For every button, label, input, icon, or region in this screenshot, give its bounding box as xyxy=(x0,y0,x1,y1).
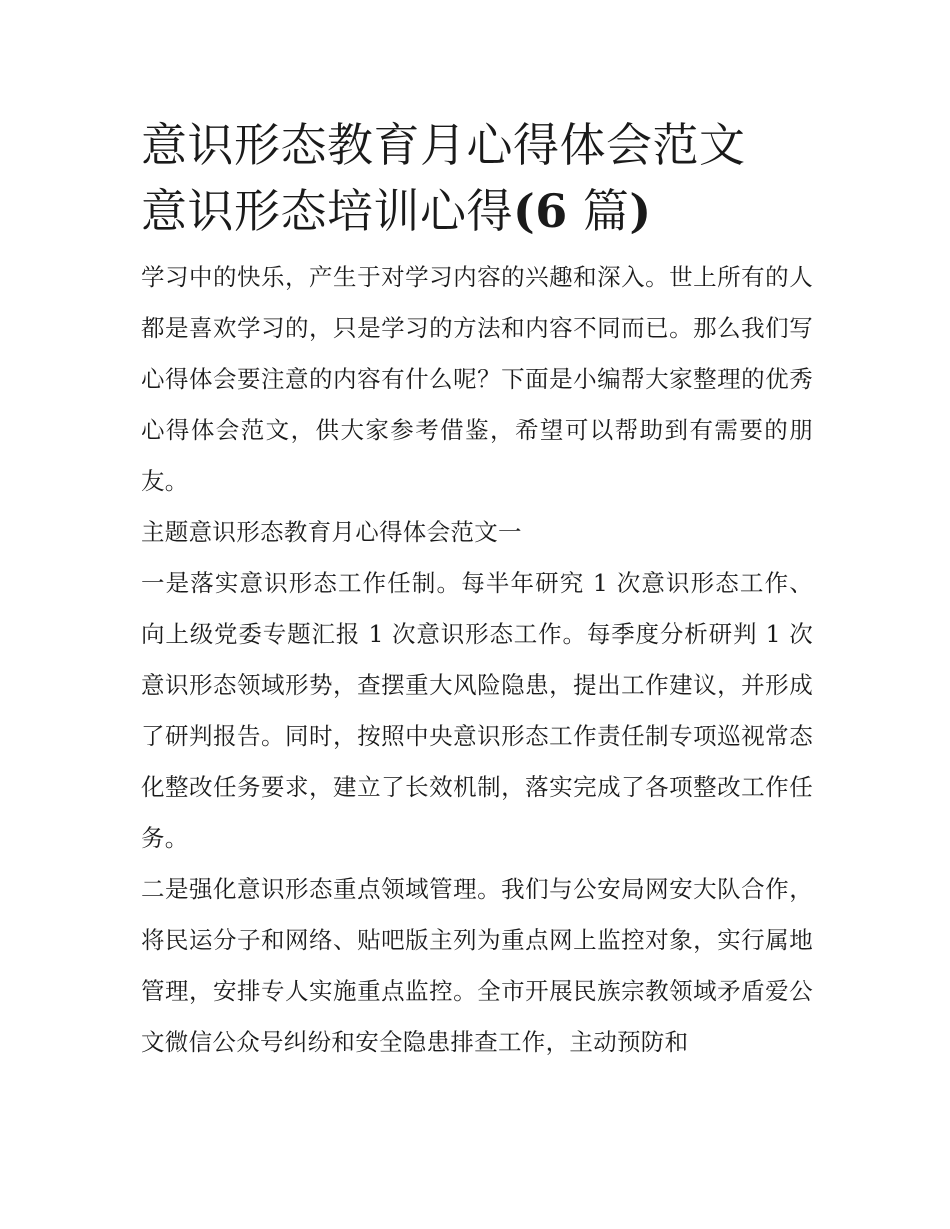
title-count-open: (6 xyxy=(513,184,568,238)
title-line-2 xyxy=(141,178,813,244)
section-heading: 主题意识形态教育月心得体会范文一 xyxy=(141,518,522,546)
document-body xyxy=(141,252,813,1068)
title-count-unit: 篇 xyxy=(567,184,630,238)
paragraph-1: 一是落实意识形态工作任制。每半年研究 1 次意识形态工作、向上级党委专题汇报 1 次意识形态工作。每季度分析研判 1 次意识形态领域形势，查摆重大风险隐患，提出工作建议，并形成了研判报告。同时，按照中央意识形态工作责任制专项巡视常态化整改任务要求，建立了长效机制，落实完成了各项整改工作任务。 xyxy=(141,569,813,852)
document-page xyxy=(141,112,813,1068)
title-line-1: 意识形态教育月心得体会范文 xyxy=(141,118,746,172)
title-line-2-prefix: 意识形态培训心得 xyxy=(141,184,513,238)
intro-paragraph: 学习中的快乐，产生于对学习内容的兴趣和深入。世上所有的人都是喜欢学习的，只是学习的方法和内容不同而已。那么我们写心得体会要注意的内容有什么呢？下面是小编帮大家整理的优秀心得体会范文，供大家参考借鉴，希望可以帮助到有需要的朋友。 xyxy=(141,263,813,495)
title-count-close: ) xyxy=(629,184,652,238)
document-title xyxy=(141,112,813,244)
paragraph-2: 二是强化意识形态重点领域管理。我们与公安局网安大队合作，将民运分子和网络、贴吧版主列为重点网上监控对象，实行属地管理，安排专人实施重点监控。全市开展民族宗教领域矛盾爱公文微信公众号纠纷和安全隐患排查工作，主动预防和 xyxy=(141,875,813,1056)
